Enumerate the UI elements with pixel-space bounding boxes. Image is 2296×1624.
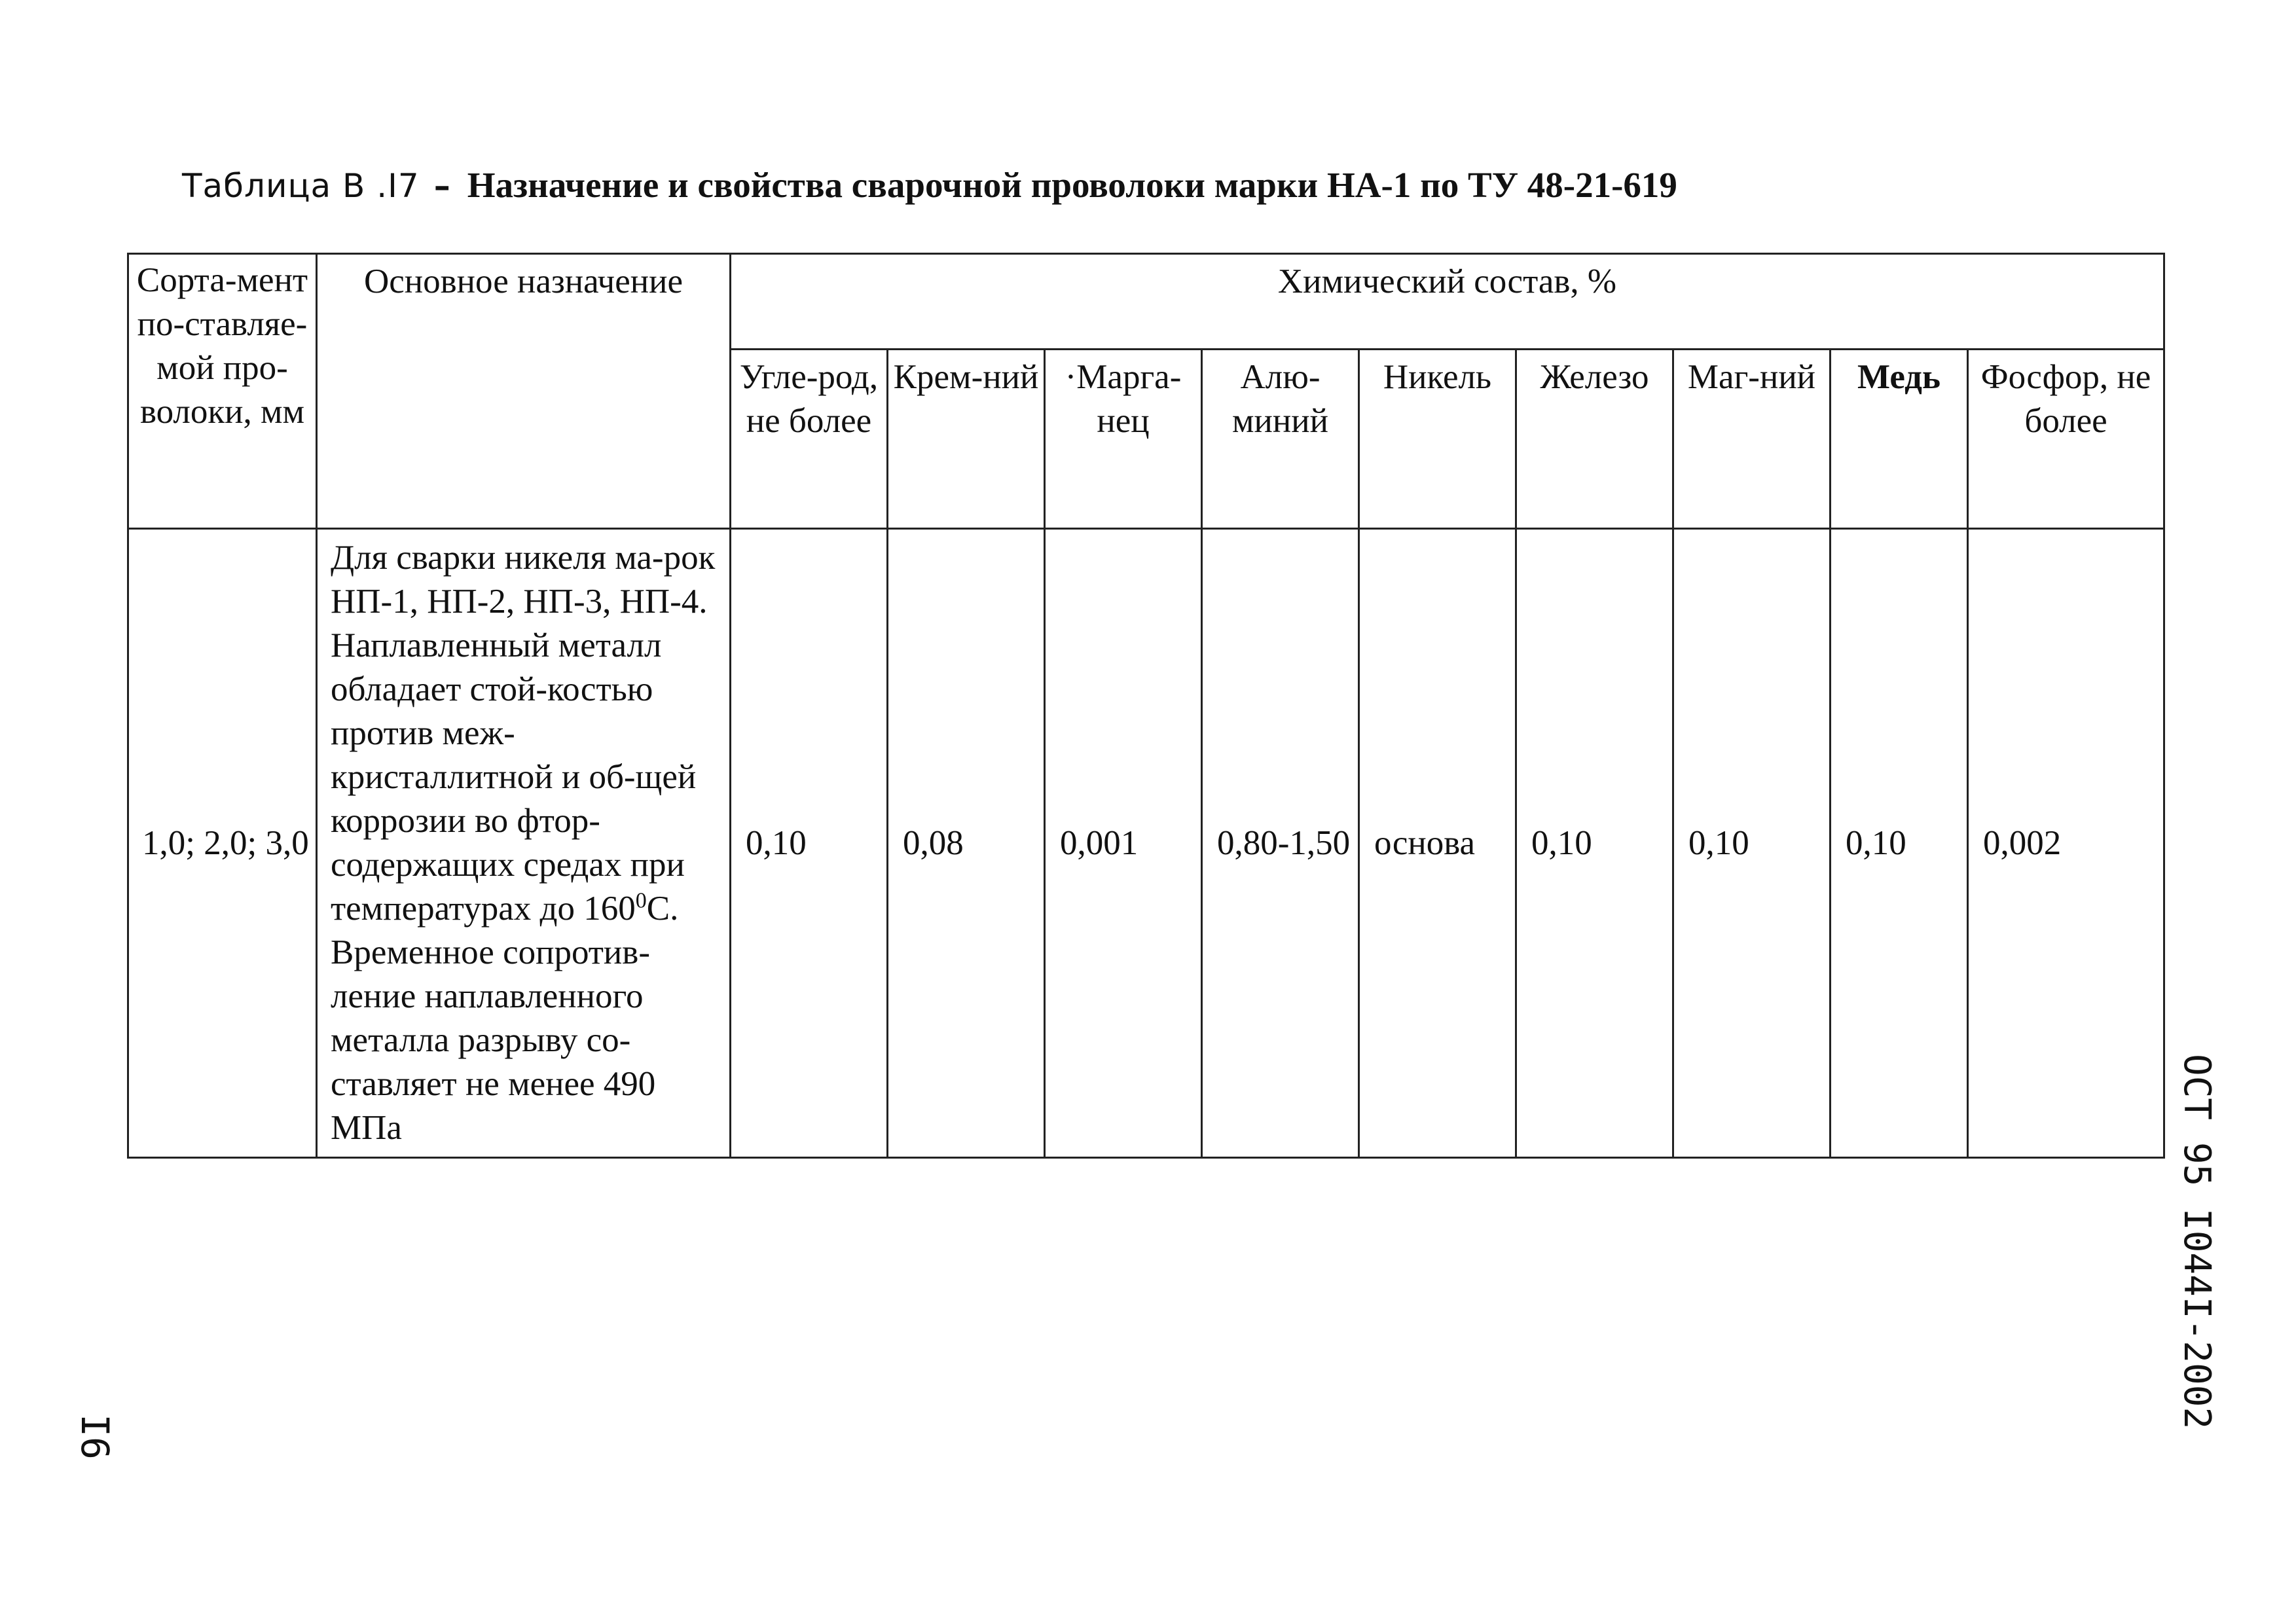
header-sortament: Сорта-мент по-ставляе-мой про-волоки, мм (128, 254, 317, 529)
cell-carbon: 0,10 (731, 529, 888, 1158)
table-caption-label: Таблица В .I7 (182, 167, 420, 205)
header-purpose: Основное назначение (317, 254, 731, 529)
table-caption-title: Назначение и свойства сварочной проволоки марки НА-1 по ТУ 48-21-619 (467, 165, 1677, 205)
header-phosphorus: Фосфор, не более (1968, 350, 2164, 529)
cell-manganese: 0,001 (1045, 529, 1202, 1158)
cell-iron: 0,10 (1516, 529, 1673, 1158)
purpose-strength-text: Временное сопротив-ление наплавленного металла разрыву со-ставляет не менее 490 МПа (331, 933, 656, 1147)
header-composition: Химический состав, % (731, 254, 2164, 350)
table-row (128, 529, 2164, 1158)
header-aluminium: Алю-миний (1202, 350, 1359, 529)
purpose-unit: С. (646, 890, 679, 928)
cell-sizes: 1,0; 2,0; 3,0 (128, 529, 317, 1158)
cell-aluminium: 0,80-1,50 (1202, 529, 1359, 1158)
table-caption (182, 162, 1677, 209)
header-carbon: Угле-род, не более (731, 350, 888, 529)
header-iron: Железо (1516, 350, 1673, 529)
cell-purpose (317, 529, 731, 1158)
header-nickel: Никель (1359, 350, 1516, 529)
cell-silicon: 0,08 (888, 529, 1045, 1158)
header-copper: Медь (1831, 350, 1968, 529)
table-caption-dash: – (433, 167, 450, 205)
wire-properties-table (127, 253, 2165, 1159)
cell-phosphorus: 0,002 (1968, 529, 2164, 1158)
header-silicon: Крем-ний (888, 350, 1045, 529)
purpose-main-text: Для сварки никеля ма-рок НП-1, НП-2, НП-3, НП-4. Наплавленный металл обладает стой-костью против меж-кристаллитной и об-щей коррозии во фтор-содержащих средах при температурах до 160 (331, 539, 716, 928)
header-magnesium: Маг-ний (1673, 350, 1831, 529)
page-number: I6 (73, 1414, 117, 1460)
cell-magnesium: 0,10 (1673, 529, 1831, 1158)
document-code: ОСТ 95 I044I-2002 (2176, 1054, 2218, 1430)
purpose-degree: 0 (635, 888, 647, 913)
cell-nickel: основа (1359, 529, 1516, 1158)
cell-copper: 0,10 (1831, 529, 1968, 1158)
header-manganese: ·Марга-нец (1045, 350, 1202, 529)
